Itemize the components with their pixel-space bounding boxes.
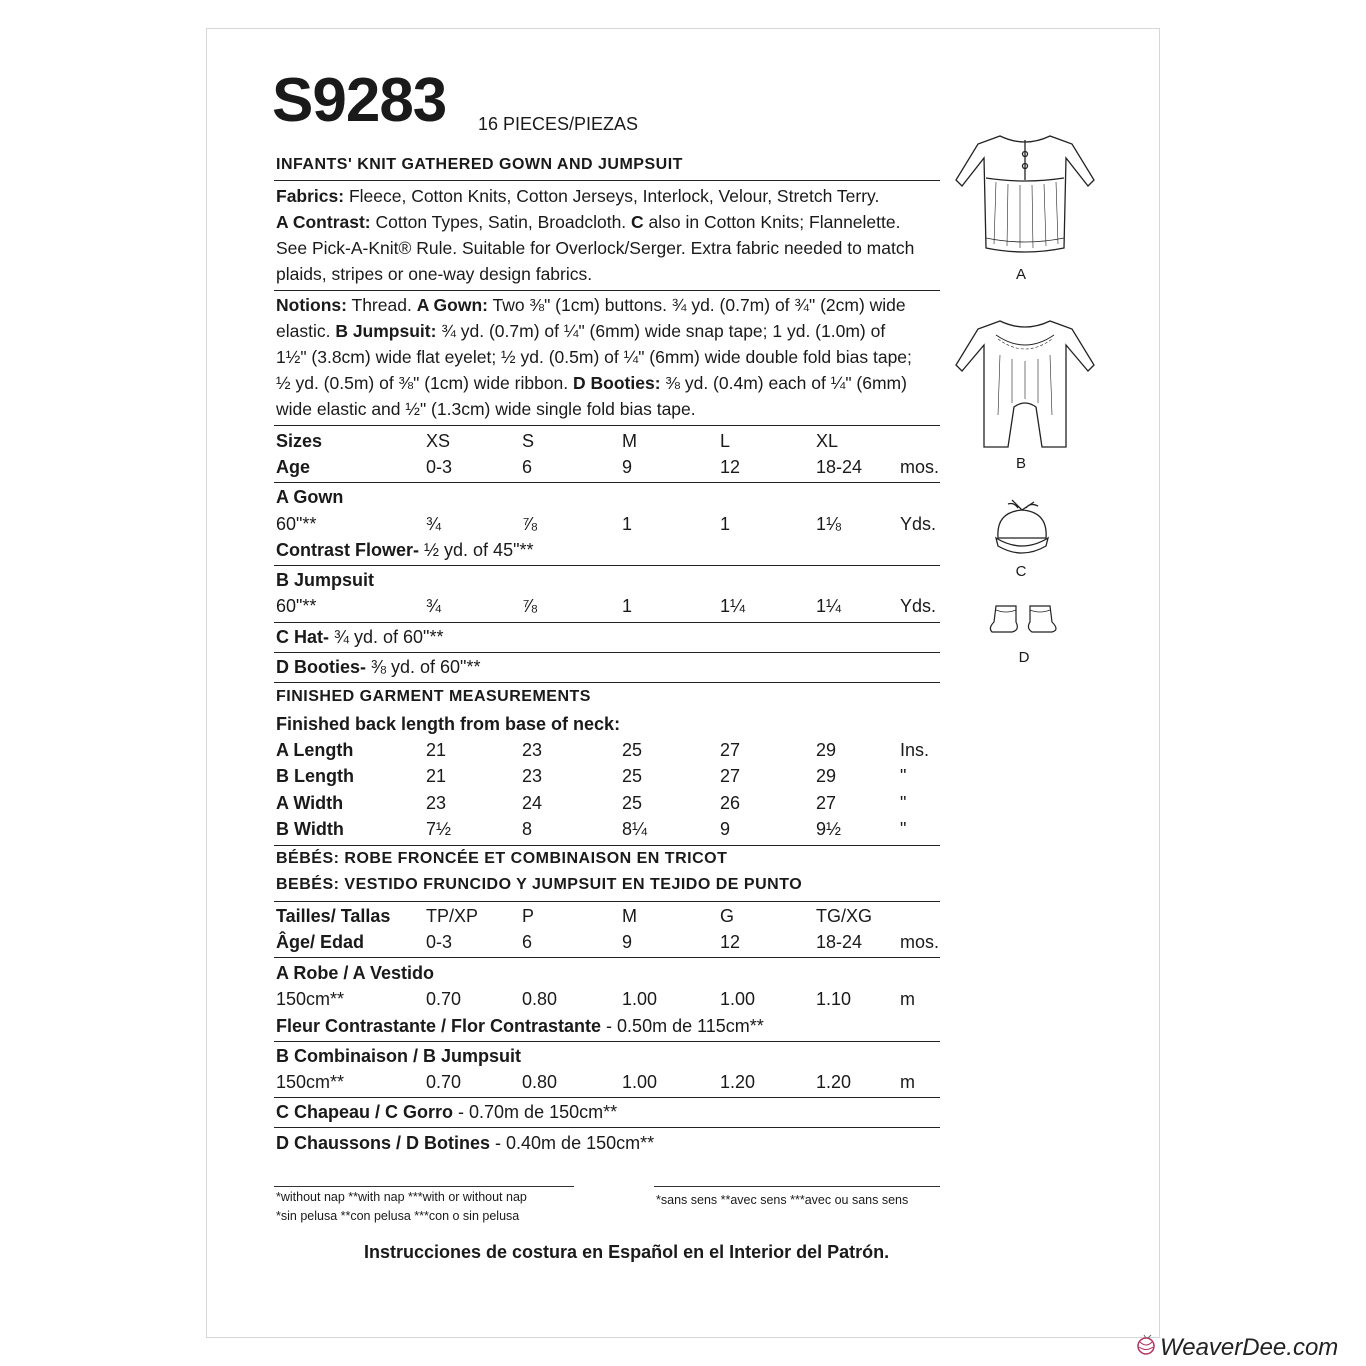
divider xyxy=(274,290,940,291)
divider xyxy=(274,845,940,846)
pattern-title: INFANTS' KNIT GATHERED GOWN AND JUMPSUIT xyxy=(276,156,683,173)
notions-line-1: Notions: Thread. A Gown: Two ⅜" (1cm) buttons. ¾ yd. (0.7m) of ¾" (2cm) wide xyxy=(276,295,906,315)
divider xyxy=(274,425,940,426)
age-edad-row: Âge/ Edad 0-3 6 9 12 18-24 mos. xyxy=(276,932,940,952)
piece-count: 16 PIECES/PIEZAS xyxy=(478,114,639,134)
chaussons-row: D Chaussons / D Botines - 0.40m de 150cm** xyxy=(276,1133,655,1153)
tailles-row: Tailles/ Tallas TP/XP P M G TG/XG xyxy=(276,906,873,926)
measurements-heading: FINISHED GARMENT MEASUREMENTS xyxy=(276,688,591,705)
notions-line-4: ½ yd. (0.5m) of ⅜" (1cm) wide ribbon. D Booties: ⅜ yd. (0.4m) each of ¼" (6mm) xyxy=(276,373,907,393)
gown-label: A Gown xyxy=(276,487,344,507)
footnote-divider xyxy=(274,1186,574,1187)
fabrics-line-2: A Contrast: Cotton Types, Satin, Broadcloth. C also in Cotton Knits; Flannelette. xyxy=(276,212,901,232)
combinaison-row: 150cm** 0.70 0.80 1.00 1.20 1.20 m xyxy=(276,1072,915,1092)
robe-row: 150cm** 0.70 0.80 1.00 1.00 1.10 m xyxy=(276,989,915,1009)
view-c-label: C xyxy=(1015,563,1027,580)
yarn-ball-icon xyxy=(1134,1334,1158,1358)
jumpsuit-illustration xyxy=(950,315,1100,455)
hat-illustration xyxy=(988,498,1058,558)
chapeau-row: C Chapeau / C Gorro - 0.70m de 150cm** xyxy=(276,1102,618,1122)
divider xyxy=(274,622,940,623)
footnote-divider xyxy=(654,1186,940,1187)
gown-row: 60"** ¾ ⅞ 1 1 1⅛ Yds. xyxy=(276,514,937,534)
notions-line-2: elastic. B Jumpsuit: ¾ yd. (0.7m) of ¼" (6mm) wide snap tape; 1 yd. (1.0m) of xyxy=(276,321,886,341)
robe-label: A Robe / A Vestido xyxy=(276,963,435,983)
view-a-label: A xyxy=(1015,266,1026,283)
divider xyxy=(274,180,940,181)
fleur-row: Fleur Contrastante / Flor Contrastante - 0.50m de 115cm** xyxy=(276,1016,764,1036)
title-spanish: BEBÉS: VESTIDO FRUNCIDO Y JUMPSUIT EN TEJIDO DE PUNTO xyxy=(276,876,803,893)
sizes-row: Sizes XS S M L XL xyxy=(276,431,839,451)
notions-line-3: 1½" (3.8cm) wide flat eyelet; ½ yd. (0.5m) of ¼" (6mm) wide double fold bias tape; xyxy=(276,347,912,367)
divider xyxy=(274,682,940,683)
footnote-english: *without nap **with nap ***with or without nap xyxy=(276,1190,527,1204)
divider xyxy=(274,652,940,653)
hat-row: C Hat- ¾ yd. of 60"** xyxy=(276,627,444,647)
view-b-label: B xyxy=(1015,455,1026,472)
fabrics-line-4: plaids, stripes or one-way design fabrics. xyxy=(276,264,593,284)
jumpsuit-row: 60"** ¾ ⅞ 1 1¼ 1¼ Yds. xyxy=(276,596,937,616)
fabrics-line-1: Fabrics: Fleece, Cotton Knits, Cotton Jerseys, Interlock, Velour, Stretch Terry. xyxy=(276,186,880,206)
measurement-row: B Width 7½ 8 8¼ 9 9½ " xyxy=(276,819,907,839)
spanish-instructions-note: Instrucciones de costura en Español en el Interior del Patrón. xyxy=(364,1242,890,1262)
fabrics-line-3: See Pick-A-Knit® Rule. Suitable for Overlock/Serger. Extra fabric needed to match xyxy=(276,238,915,258)
measurement-row: B Length 21 23 25 27 29 " xyxy=(276,766,907,786)
booties-illustration xyxy=(986,600,1062,640)
gown-illustration xyxy=(950,128,1100,268)
footnote-french: *sans sens **avec sens ***avec ou sans sens xyxy=(656,1193,909,1207)
pattern-number: S9283 xyxy=(272,66,447,135)
divider xyxy=(274,1127,940,1128)
view-d-label: D xyxy=(1018,649,1030,666)
measurement-row: A Length 21 23 25 27 29 Ins. xyxy=(276,740,930,760)
combinaison-label: B Combinaison / B Jumpsuit xyxy=(276,1046,522,1066)
age-row: Age 0-3 6 9 12 18-24 mos. xyxy=(276,457,940,477)
divider xyxy=(274,1041,940,1042)
footnote-spanish: *sin pelusa **con pelusa ***con o sin pelusa xyxy=(276,1209,520,1223)
title-french: BÉBÉS: ROBE FRONCÉE ET COMBINAISON EN TRICOT xyxy=(276,850,728,867)
booties-row: D Booties- ⅜ yd. of 60"** xyxy=(276,657,481,677)
divider xyxy=(274,901,940,902)
notions-line-5: wide elastic and ½" (1.3cm) wide single fold bias tape. xyxy=(276,399,696,419)
divider xyxy=(274,957,940,958)
measurements-subheading: Finished back length from base of neck: xyxy=(276,714,621,734)
divider xyxy=(274,482,940,483)
measurement-row: A Width 23 24 25 26 27 " xyxy=(276,793,907,813)
jumpsuit-label: B Jumpsuit xyxy=(276,570,375,590)
divider xyxy=(274,565,940,566)
watermark: WeaverDee.com xyxy=(1160,1334,1339,1361)
contrast-flower-row: Contrast Flower- ½ yd. of 45"** xyxy=(276,540,534,560)
divider xyxy=(274,1097,940,1098)
